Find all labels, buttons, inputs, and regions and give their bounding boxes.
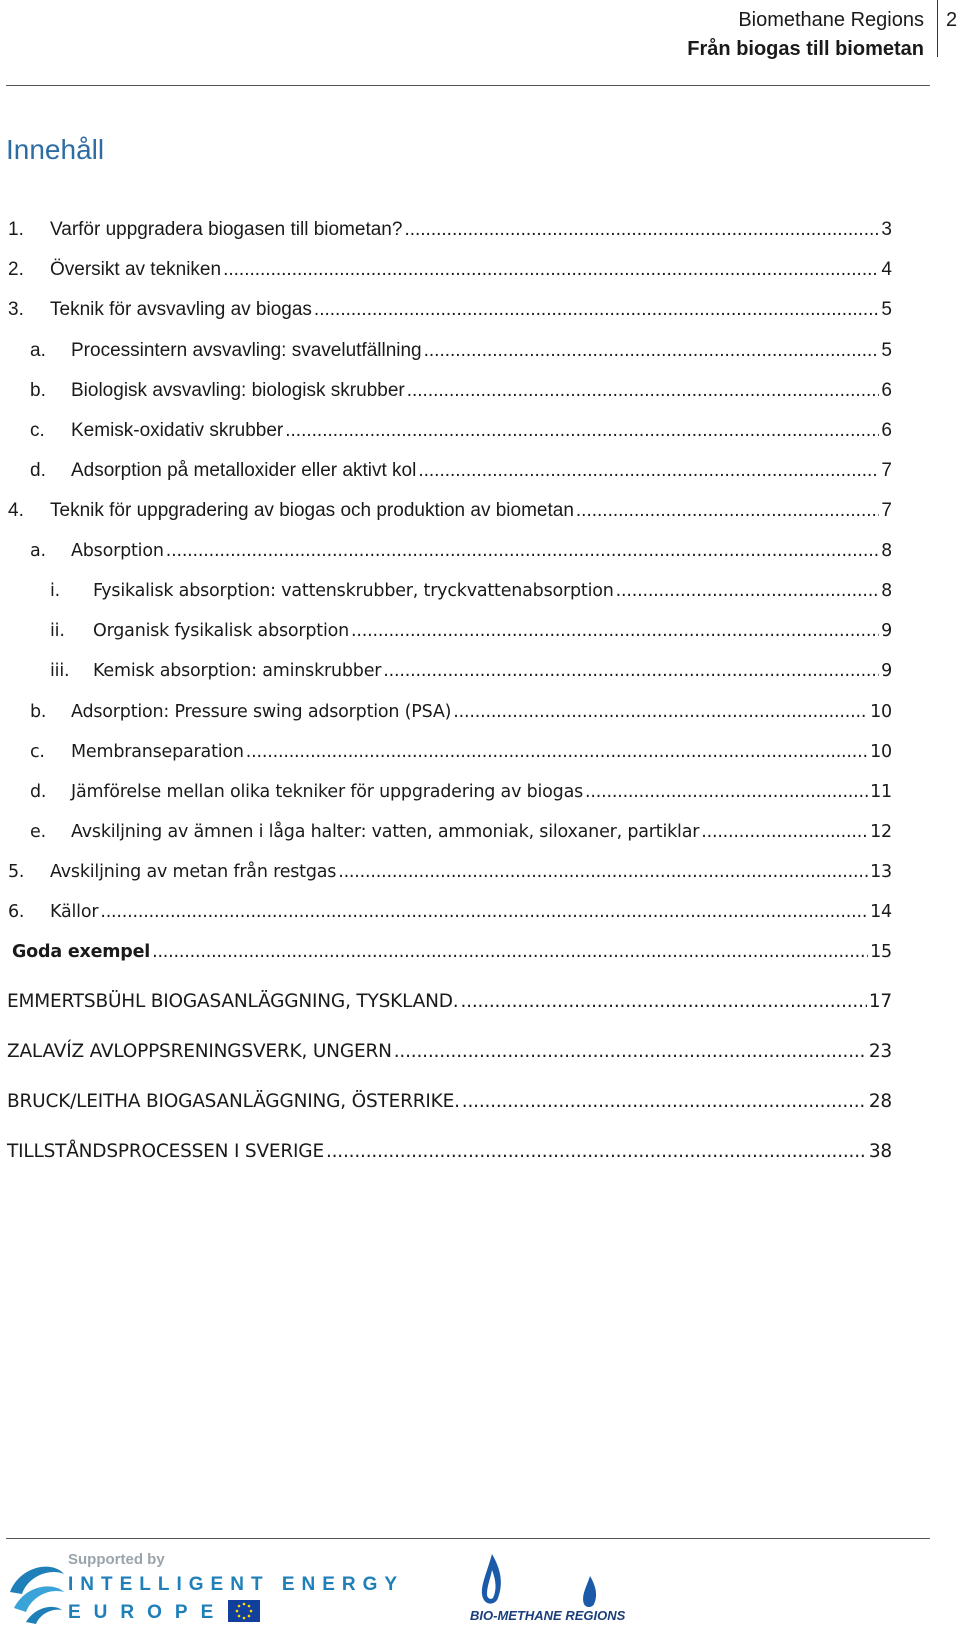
toc-entry[interactable] [7, 1039, 892, 1065]
toc-entry-number: ii. [50, 621, 65, 641]
toc-entry-title: Goda exempel [12, 942, 151, 962]
toc-leader-dots [383, 658, 879, 684]
toc-entry-title: EMMERTSBÜHL BIOGASANLÄGGNING, TYSKLAND. [7, 991, 459, 1012]
toc-entry-page: 6 [881, 380, 892, 401]
toc-entry-number: a. [30, 541, 46, 561]
toc-entry-number: e. [30, 822, 46, 842]
toc-leader-dots [453, 699, 868, 725]
toc-entry-page: 4 [881, 259, 892, 280]
toc-entry-page: 14 [870, 902, 892, 922]
toc-entry[interactable] [7, 989, 892, 1015]
toc-entry[interactable] [30, 699, 892, 725]
toc-entry-page: 7 [881, 460, 892, 481]
header-divider [937, 0, 938, 57]
toc-entry-page: 10 [870, 702, 892, 722]
toc-leader-dots [418, 458, 879, 484]
toc-entry-page: 5 [881, 299, 892, 320]
toc-entry[interactable] [30, 779, 892, 805]
toc-entry[interactable] [8, 297, 892, 323]
toc-entry-number: d. [30, 782, 47, 802]
toc-entry-page: 11 [870, 782, 892, 802]
toc-entry-page: 38 [868, 1141, 892, 1162]
toc-entry-number: iii. [50, 661, 70, 681]
toc-entry-page: 28 [868, 1091, 892, 1112]
toc-leader-dots [223, 257, 879, 283]
toc-entry[interactable] [7, 1139, 892, 1165]
toc-entry-page: 7 [881, 500, 892, 521]
toc-leader-dots [462, 1089, 867, 1115]
toc-entry[interactable] [50, 658, 892, 684]
toc-entry-page: 5 [881, 340, 892, 361]
header-text [687, 6, 924, 64]
toc-entry-title: Avskiljning av ämnen i låga halter: vatten, ammoniak, siloxaner, partiklar [71, 822, 700, 842]
toc-leader-dots [326, 1139, 867, 1165]
toc-leader-dots [351, 618, 879, 644]
toc-entry-page: 13 [870, 862, 892, 882]
toc-entry-title: BRUCK/LEITHA BIOGASANLÄGGNING, ÖSTERRIKE. [7, 1091, 460, 1112]
toc-entry-number: d. [30, 460, 46, 481]
page-number: 2 [946, 9, 958, 31]
flame-small-icon [583, 1576, 596, 1607]
toc-entry[interactable] [7, 1089, 892, 1115]
toc-leader-dots [424, 338, 880, 364]
toc-entry-title: Membranseparation [71, 742, 244, 762]
toc-entry[interactable] [50, 618, 892, 644]
toc-entry-title: Källor [50, 902, 99, 922]
toc-entry-title: Absorption [71, 541, 164, 561]
toc-leader-dots [701, 819, 868, 845]
toc-leader-dots [100, 899, 868, 925]
toc-entry[interactable] [8, 498, 892, 524]
toc-entry-title: Teknik för uppgradering av biogas och produktion av biometan [50, 500, 574, 521]
toc-entry-number: 5. [8, 862, 25, 882]
toc-leader-dots [338, 859, 868, 885]
toc-entry-title: Adsorption på metalloxider eller aktivt kol [71, 460, 417, 481]
toc-entry[interactable] [8, 217, 892, 243]
toc-entry-title: Kemisk-oxidativ skrubber [71, 420, 284, 441]
toc-entry-number: 1. [8, 219, 24, 240]
intelligent-energy-text: INTELLIGENT ENERGY [68, 1574, 405, 1595]
toc-entry-number: 6. [8, 902, 25, 922]
toc-entry-page: 9 [881, 661, 892, 681]
header-project-name: Biomethane Regions [738, 9, 924, 31]
toc-entry-title: Avskiljning av metan från restgas [50, 862, 337, 882]
toc-entry-number: 3. [8, 299, 24, 320]
toc-entry-title: Organisk fysikalisk absorption [93, 621, 350, 641]
toc-leader-dots [576, 498, 880, 524]
flame-icon [482, 1554, 501, 1604]
toc-entry-number: i. [50, 581, 61, 601]
toc-entry-page: 3 [881, 219, 892, 240]
toc-entry-title: Adsorption: Pressure swing adsorption (PSA) [71, 702, 452, 722]
toc-leader-dots [394, 1039, 867, 1065]
toc-entry-page: 12 [870, 822, 892, 842]
eu-flag-icon [228, 1600, 260, 1622]
toc-entry-title: Varför uppgradera biogasen till biometan? [50, 219, 403, 240]
toc-leader-dots [285, 418, 879, 444]
toc-entry-title: Biologisk avsvavling: biologisk skrubber [71, 380, 405, 401]
toc-entry-page: 15 [870, 942, 892, 962]
toc-leader-dots [246, 739, 868, 765]
toc-entry-number: 4. [8, 500, 24, 521]
toc-entry-title: ZALAVÍZ AVLOPPSRENINGSVERK, UNGERN [7, 1041, 392, 1062]
toc-entry[interactable] [30, 458, 892, 484]
toc-entry[interactable] [12, 939, 892, 965]
toc-leader-dots [152, 939, 868, 965]
toc-entry[interactable] [30, 819, 892, 845]
page-header [0, 0, 960, 90]
toc-entry-number: a. [30, 340, 46, 361]
bmr-logo-text: BIO-METHANE REGIONS [470, 1608, 626, 1623]
toc-entry-number: b. [30, 702, 47, 722]
intelligent-energy-europe-logo [6, 1546, 426, 1626]
toc-entry-page: 17 [868, 991, 892, 1012]
iee-swirl-icon [10, 1567, 64, 1624]
toc-entry-title: Processintern avsvavling: svavelutfällning [71, 340, 422, 361]
toc-entry-title: Jämförelse mellan olika tekniker för uppgradering av biogas [71, 782, 584, 802]
toc-leader-dots [585, 779, 868, 805]
toc-entry-number: 2. [8, 259, 24, 280]
toc-entry-title: Kemisk absorption: aminskrubber [93, 661, 382, 681]
toc-leader-dots [314, 297, 880, 323]
toc-entry-page: 6 [881, 420, 892, 441]
toc-entry-title: Översikt av tekniken [50, 259, 222, 280]
toc-entry[interactable] [8, 257, 892, 283]
toc-entry[interactable] [30, 378, 892, 404]
toc-heading: Innehåll [6, 134, 105, 165]
toc-entry-page: 10 [870, 742, 892, 762]
toc-leader-dots [616, 578, 879, 604]
toc-entry[interactable] [8, 899, 892, 925]
toc-entry-page: 23 [868, 1041, 892, 1062]
toc-leader-dots [460, 989, 866, 1015]
toc-entry[interactable] [30, 739, 892, 765]
toc-entry-number: c. [30, 420, 45, 441]
header-document-title: Från biogas till biometan [687, 38, 924, 60]
toc-entry-page: 8 [881, 581, 892, 601]
toc-leader-dots [404, 217, 879, 243]
europe-text: EUROPE [68, 1602, 227, 1623]
toc-leader-dots [166, 538, 879, 564]
header-rule [6, 85, 930, 86]
biomethane-regions-logo [470, 1546, 640, 1626]
toc-entry-title: Fysikalisk absorption: vattenskrubber, tryckvattenabsorption [93, 581, 614, 601]
toc-entry[interactable] [50, 578, 892, 604]
supported-by-text: Supported by [68, 1551, 165, 1568]
toc-entry-number: c. [30, 742, 45, 762]
toc-entry-page: 9 [881, 621, 892, 641]
footer-rule [6, 1538, 930, 1539]
toc-entry[interactable] [30, 338, 892, 364]
toc-entry[interactable] [30, 418, 892, 444]
toc-leader-dots [407, 378, 880, 404]
toc-entry-title: TILLSTÅNDSPROCESSEN I SVERIGE [7, 1141, 324, 1162]
toc-entry[interactable] [30, 538, 892, 564]
toc-entry-number: b. [30, 380, 46, 401]
toc-entry[interactable] [8, 859, 892, 885]
toc-entry-title: Teknik för avsvavling av biogas [50, 299, 312, 320]
toc-entry-page: 8 [881, 541, 892, 561]
